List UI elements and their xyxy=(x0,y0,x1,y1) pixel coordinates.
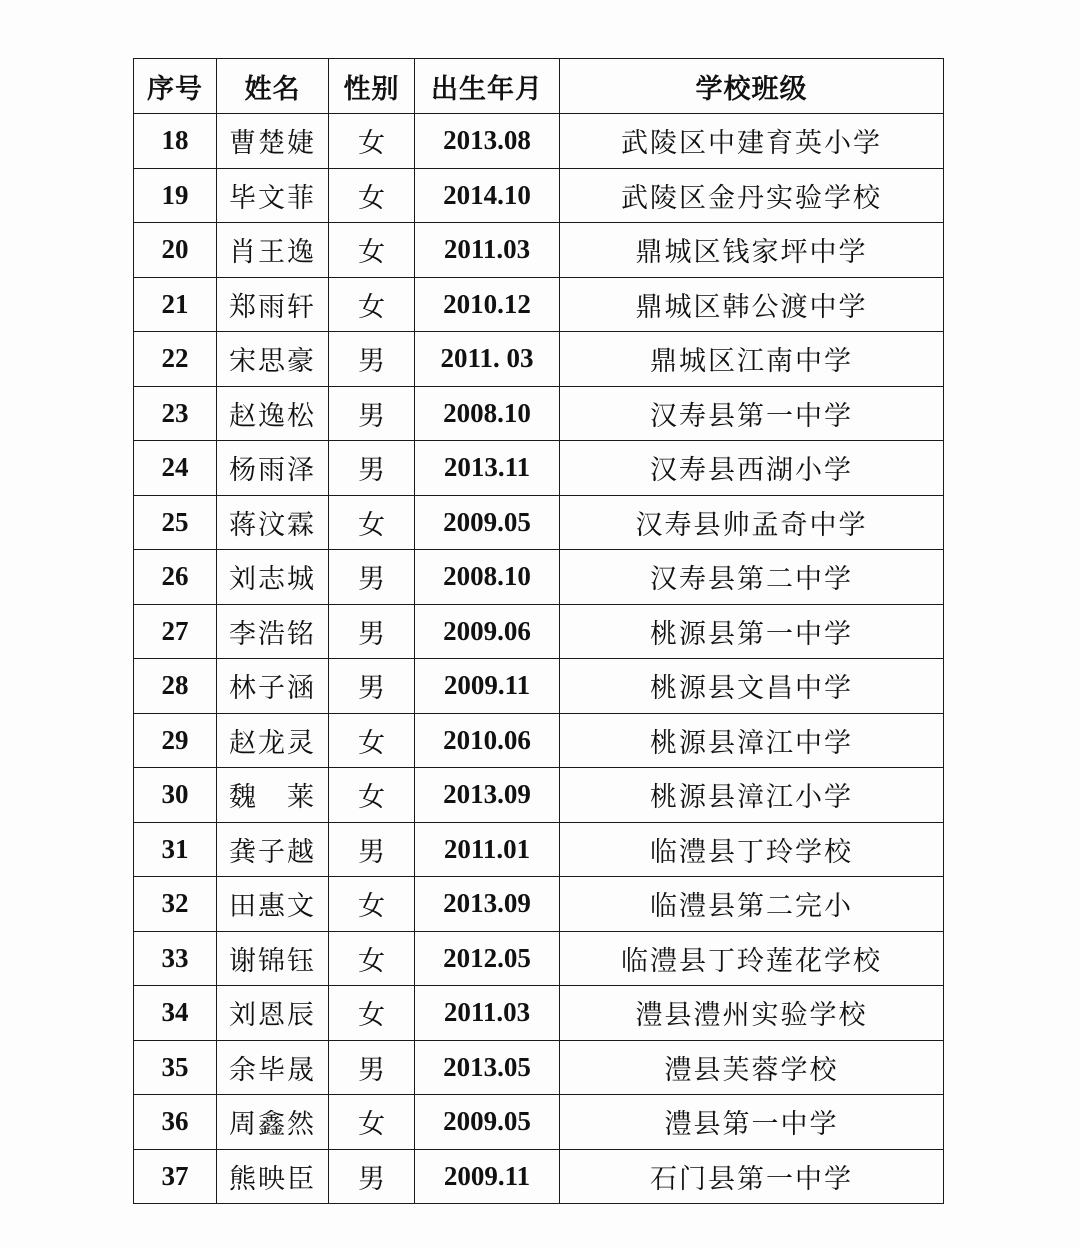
cell-gender: 女 xyxy=(329,713,415,768)
header-name: 姓名 xyxy=(217,59,329,114)
cell-gender: 女 xyxy=(329,114,415,169)
cell-no: 32 xyxy=(134,877,217,932)
table-body xyxy=(134,114,944,1204)
cell-gender: 男 xyxy=(329,386,415,441)
table-row xyxy=(134,550,944,605)
cell-name: 龚子越 xyxy=(217,822,329,877)
cell-gender: 女 xyxy=(329,877,415,932)
cell-gender: 男 xyxy=(329,822,415,877)
student-roster-table xyxy=(133,58,944,1204)
table-row xyxy=(134,277,944,332)
cell-gender: 男 xyxy=(329,1149,415,1204)
table-row xyxy=(134,986,944,1041)
cell-no: 31 xyxy=(134,822,217,877)
table-row xyxy=(134,223,944,278)
table-row xyxy=(134,114,944,169)
cell-school: 鼎城区钱家坪中学 xyxy=(560,223,944,278)
cell-school: 鼎城区韩公渡中学 xyxy=(560,277,944,332)
cell-school: 澧县第一中学 xyxy=(560,1095,944,1150)
cell-name: 余毕晟 xyxy=(217,1040,329,1095)
cell-birth: 2009.11 xyxy=(415,1149,560,1204)
table-row xyxy=(134,768,944,823)
table-row xyxy=(134,332,944,387)
cell-birth: 2008.10 xyxy=(415,386,560,441)
cell-school: 石门县第一中学 xyxy=(560,1149,944,1204)
cell-name: 肖王逸 xyxy=(217,223,329,278)
cell-gender: 男 xyxy=(329,1040,415,1095)
cell-birth: 2013.09 xyxy=(415,768,560,823)
table-row xyxy=(134,931,944,986)
cell-gender: 女 xyxy=(329,931,415,986)
cell-name: 曹楚婕 xyxy=(217,114,329,169)
table-row xyxy=(134,386,944,441)
cell-school: 武陵区中建育英小学 xyxy=(560,114,944,169)
cell-no: 33 xyxy=(134,931,217,986)
cell-gender: 女 xyxy=(329,277,415,332)
cell-gender: 女 xyxy=(329,986,415,1041)
cell-no: 35 xyxy=(134,1040,217,1095)
cell-birth: 2011.01 xyxy=(415,822,560,877)
cell-birth: 2009.05 xyxy=(415,1095,560,1150)
cell-name: 赵逸松 xyxy=(217,386,329,441)
cell-birth: 2011. 03 xyxy=(415,332,560,387)
cell-birth: 2009.11 xyxy=(415,659,560,714)
cell-no: 23 xyxy=(134,386,217,441)
cell-birth: 2012.05 xyxy=(415,931,560,986)
cell-birth: 2013.11 xyxy=(415,441,560,496)
table-row xyxy=(134,713,944,768)
table-row xyxy=(134,659,944,714)
cell-school: 澧县芙蓉学校 xyxy=(560,1040,944,1095)
cell-no: 26 xyxy=(134,550,217,605)
cell-gender: 男 xyxy=(329,659,415,714)
cell-birth: 2014.10 xyxy=(415,168,560,223)
cell-no: 36 xyxy=(134,1095,217,1150)
cell-school: 临澧县第二完小 xyxy=(560,877,944,932)
cell-name: 刘志城 xyxy=(217,550,329,605)
cell-name: 刘恩辰 xyxy=(217,986,329,1041)
cell-name: 田惠文 xyxy=(217,877,329,932)
cell-name: 蒋汶霖 xyxy=(217,495,329,550)
cell-birth: 2013.09 xyxy=(415,877,560,932)
cell-no: 20 xyxy=(134,223,217,278)
cell-no: 29 xyxy=(134,713,217,768)
cell-school: 汉寿县第一中学 xyxy=(560,386,944,441)
cell-school: 汉寿县帅孟奇中学 xyxy=(560,495,944,550)
cell-name: 周鑫然 xyxy=(217,1095,329,1150)
cell-gender: 女 xyxy=(329,768,415,823)
table-row xyxy=(134,441,944,496)
cell-name: 赵龙灵 xyxy=(217,713,329,768)
table-row xyxy=(134,822,944,877)
cell-gender: 女 xyxy=(329,168,415,223)
cell-birth: 2011.03 xyxy=(415,986,560,1041)
cell-birth: 2009.06 xyxy=(415,604,560,659)
cell-gender: 男 xyxy=(329,550,415,605)
cell-no: 34 xyxy=(134,986,217,1041)
table-row xyxy=(134,495,944,550)
cell-school: 武陵区金丹实验学校 xyxy=(560,168,944,223)
cell-school: 桃源县文昌中学 xyxy=(560,659,944,714)
cell-birth: 2011.03 xyxy=(415,223,560,278)
cell-school: 汉寿县第二中学 xyxy=(560,550,944,605)
cell-gender: 男 xyxy=(329,441,415,496)
header-no: 序号 xyxy=(134,59,217,114)
cell-name: 谢锦钰 xyxy=(217,931,329,986)
table-row xyxy=(134,1149,944,1204)
cell-school: 桃源县漳江小学 xyxy=(560,768,944,823)
cell-school: 临澧县丁玲学校 xyxy=(560,822,944,877)
cell-school: 澧县澧州实验学校 xyxy=(560,986,944,1041)
cell-school: 桃源县漳江中学 xyxy=(560,713,944,768)
cell-birth: 2008.10 xyxy=(415,550,560,605)
cell-name: 熊映臣 xyxy=(217,1149,329,1204)
header-row xyxy=(134,59,944,114)
cell-gender: 女 xyxy=(329,495,415,550)
cell-no: 30 xyxy=(134,768,217,823)
cell-no: 22 xyxy=(134,332,217,387)
cell-name: 魏 莱 xyxy=(217,768,329,823)
cell-birth: 2013.05 xyxy=(415,1040,560,1095)
cell-name: 郑雨轩 xyxy=(217,277,329,332)
cell-birth: 2010.12 xyxy=(415,277,560,332)
table-row xyxy=(134,1040,944,1095)
header-gender: 性别 xyxy=(329,59,415,114)
header-school: 学校班级 xyxy=(560,59,944,114)
header-birth: 出生年月 xyxy=(415,59,560,114)
cell-no: 18 xyxy=(134,114,217,169)
cell-gender: 男 xyxy=(329,332,415,387)
cell-birth: 2013.08 xyxy=(415,114,560,169)
cell-no: 19 xyxy=(134,168,217,223)
cell-school: 鼎城区江南中学 xyxy=(560,332,944,387)
cell-no: 25 xyxy=(134,495,217,550)
cell-gender: 男 xyxy=(329,604,415,659)
table-row xyxy=(134,168,944,223)
cell-name: 宋思豪 xyxy=(217,332,329,387)
cell-no: 28 xyxy=(134,659,217,714)
cell-name: 李浩铭 xyxy=(217,604,329,659)
table-row xyxy=(134,877,944,932)
cell-birth: 2009.05 xyxy=(415,495,560,550)
cell-school: 临澧县丁玲莲花学校 xyxy=(560,931,944,986)
cell-birth: 2010.06 xyxy=(415,713,560,768)
cell-school: 桃源县第一中学 xyxy=(560,604,944,659)
cell-school: 汉寿县西湖小学 xyxy=(560,441,944,496)
cell-no: 37 xyxy=(134,1149,217,1204)
table-row xyxy=(134,604,944,659)
cell-name: 林子涵 xyxy=(217,659,329,714)
cell-gender: 女 xyxy=(329,223,415,278)
cell-no: 21 xyxy=(134,277,217,332)
cell-name: 杨雨泽 xyxy=(217,441,329,496)
cell-no: 24 xyxy=(134,441,217,496)
table-header xyxy=(134,59,944,114)
cell-name: 毕文菲 xyxy=(217,168,329,223)
cell-no: 27 xyxy=(134,604,217,659)
cell-gender: 女 xyxy=(329,1095,415,1150)
table-row xyxy=(134,1095,944,1150)
